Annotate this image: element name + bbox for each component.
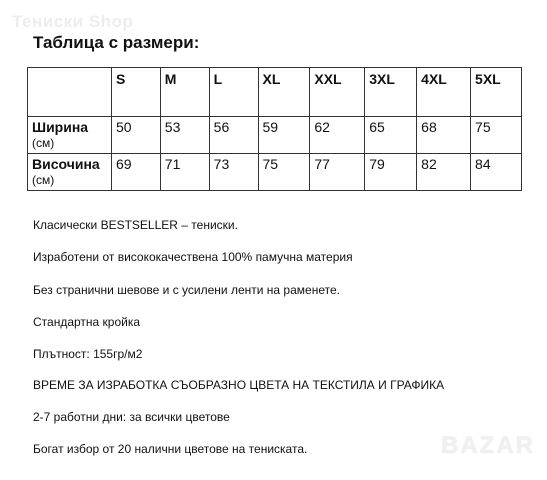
table-cell: 75: [471, 117, 522, 154]
table-header-cell: L: [209, 68, 258, 117]
table-cell: 53: [160, 117, 209, 154]
description-line: Изработени от висококачествена 100% памучна материя: [33, 250, 353, 264]
table-cell: 68: [417, 117, 471, 154]
table-header-cell: M: [160, 68, 209, 117]
table-header-cell: 4XL: [417, 68, 471, 117]
table-row: [28, 117, 522, 154]
table-cell: 50: [111, 117, 160, 154]
bazar-logo: BAZAR: [441, 432, 535, 459]
table-header-cell: [28, 68, 112, 117]
description-line: Класически BESTSELLER – тениски.: [33, 218, 238, 232]
row-label: Височина: [32, 156, 100, 172]
table-header-cell: S: [111, 68, 160, 117]
description-line: Богат избор от 20 налични цветове на тениската.: [33, 442, 308, 456]
table-cell: 75: [258, 154, 310, 191]
description-line: Плътност: 155гр/м2: [33, 347, 143, 361]
table-header-cell: XXL: [310, 68, 365, 117]
description-line: 2-7 работни дни: за всички цветове: [33, 410, 230, 424]
table-cell: 62: [310, 117, 365, 154]
row-unit: (см): [32, 136, 55, 150]
description-line: Без странични шевове и с усилени ленти на раменете.: [33, 283, 340, 297]
description-line: Стандартна кройка: [33, 315, 141, 329]
row-unit: (см): [32, 173, 55, 187]
row-label-cell: [28, 117, 112, 154]
table-cell: 59: [258, 117, 310, 154]
table-cell: 84: [471, 154, 522, 191]
size-table: [27, 67, 522, 191]
row-label-cell: [28, 154, 112, 191]
table-row: [28, 154, 522, 191]
table-header-cell: XL: [258, 68, 310, 117]
table-header-cell: 5XL: [471, 68, 522, 117]
table-cell: 69: [111, 154, 160, 191]
table-cell: 71: [160, 154, 209, 191]
table-header-row: [28, 68, 522, 117]
page-title: Таблица с размери:: [33, 33, 200, 52]
table-cell: 77: [310, 154, 365, 191]
watermark: Тениски Shop: [12, 12, 134, 31]
description-line: ВРЕМЕ ЗА ИЗРАБОТКА СЪОБРАЗНО ЦВЕТА НА ТЕКСТИЛА И ГРАФИКА: [33, 378, 445, 392]
table-cell: 65: [365, 117, 417, 154]
table-cell: 79: [365, 154, 417, 191]
table-cell: 56: [209, 117, 258, 154]
table-header-cell: 3XL: [365, 68, 417, 117]
row-label: Ширина: [32, 119, 89, 135]
table-cell: 82: [417, 154, 471, 191]
table-cell: 73: [209, 154, 258, 191]
